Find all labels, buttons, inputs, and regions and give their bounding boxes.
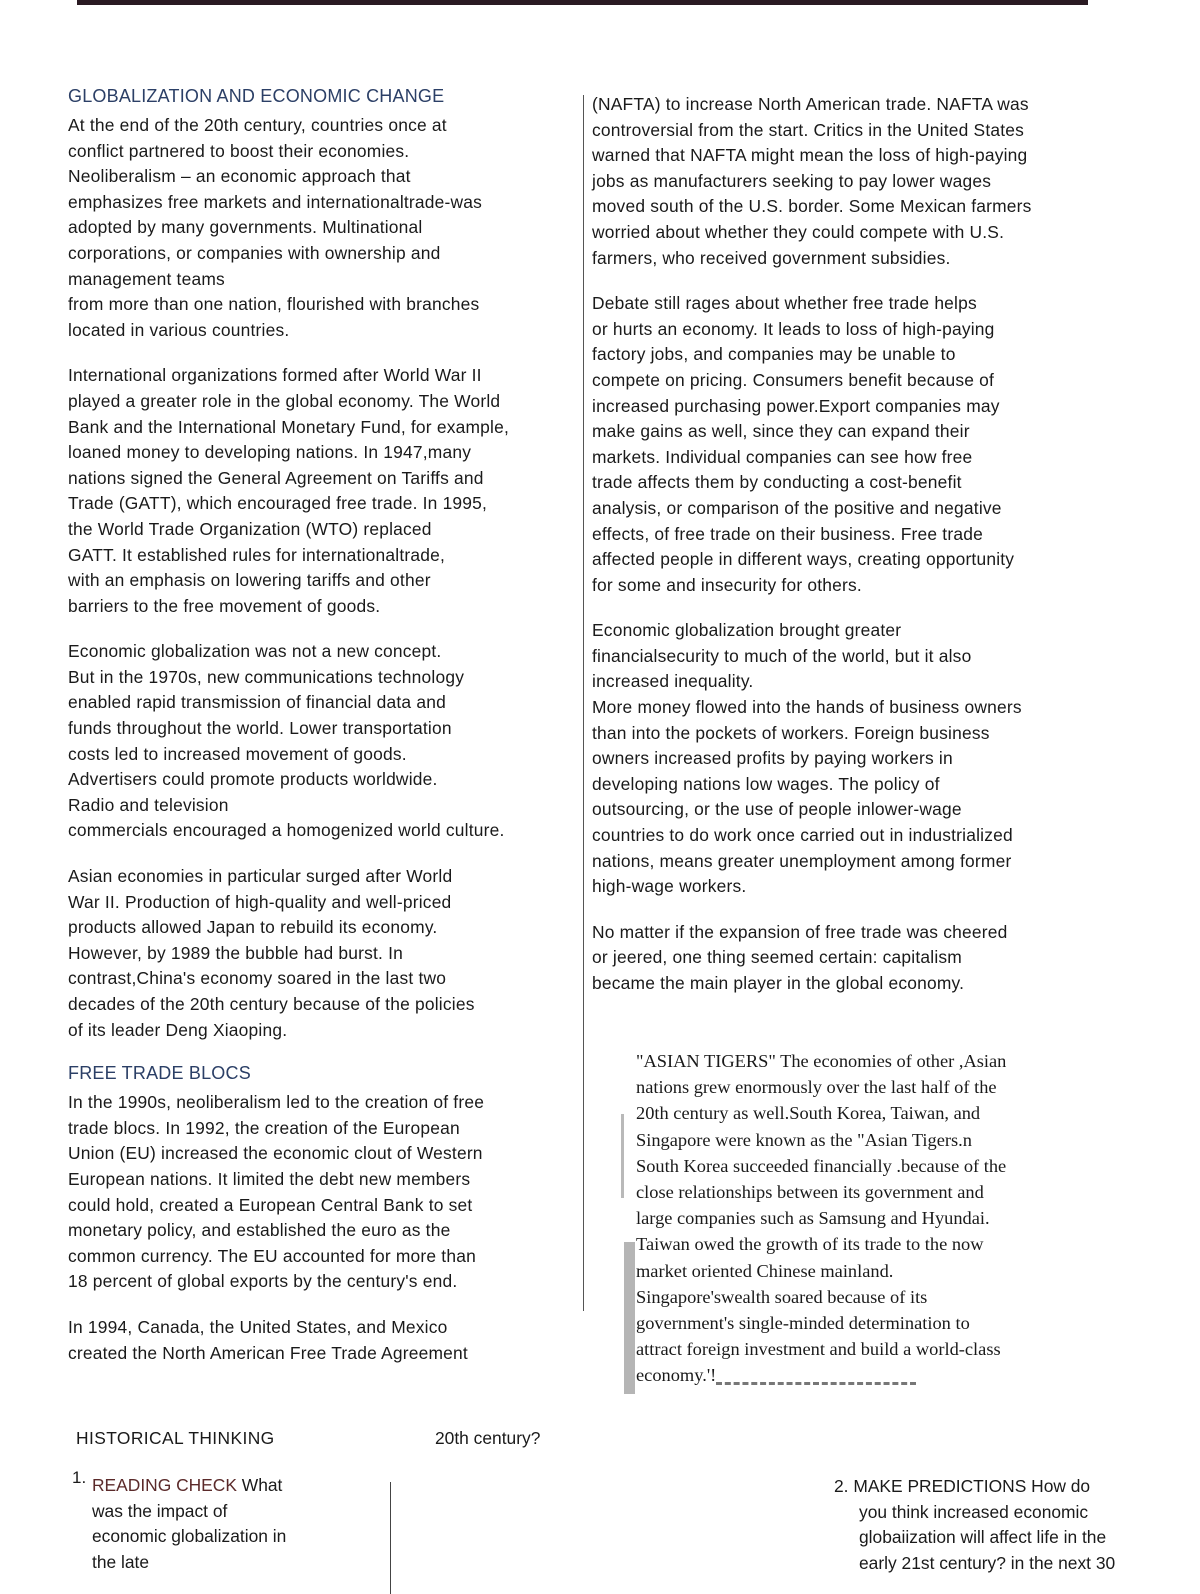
text-line: financialsecurity to much of the world, but it also: [592, 645, 972, 666]
text-line: from more than one nation, flourished with branches: [68, 294, 480, 315]
column-divider: [583, 95, 584, 1311]
paragraph: [592, 92, 1112, 271]
question-line: the late: [92, 1551, 150, 1572]
margin-bar: [621, 1114, 624, 1198]
text-line: commercials encouraged a homogenized world culture.: [68, 820, 505, 841]
text-line: factory jobs, and companies may be unable to: [592, 344, 956, 365]
text-line: 18 percent of global exports by the century's end.: [68, 1271, 458, 1292]
question-line: globaiization will affect life in the: [859, 1527, 1107, 1548]
text-line: Trade (GATT), which encouraged free trade. In 1995,: [68, 493, 488, 514]
text-line: management teams: [68, 268, 225, 289]
text-line: nations grew enormously over the last half of the: [636, 1077, 997, 1098]
text-line: GATT. It established rules for internationaltrade,: [68, 544, 445, 565]
dashed-rule: [716, 1382, 916, 1385]
question-line: you think increased economic: [859, 1501, 1089, 1522]
top-rule: [77, 0, 1088, 5]
text-line: effects, of free trade on their business. Free trade: [592, 523, 983, 544]
text-line: attract foreign investment and build a world-class: [636, 1339, 1001, 1360]
text-line: Union (EU) increased the economic clout of Western: [68, 1143, 483, 1164]
text-line: warned that NAFTA might mean the loss of high-paying: [592, 145, 1028, 166]
paragraph: [68, 1090, 573, 1295]
answer-divider: [390, 1482, 391, 1594]
text-line: Advertisers could promote products worldwide.: [68, 769, 438, 790]
text-line: became the main player in the global economy.: [592, 973, 965, 993]
text-line: products allowed Japan to rebuild its economy.: [68, 917, 438, 938]
text-line: developing nations low wages. The policy of: [592, 773, 940, 794]
right-column: [592, 92, 1112, 1017]
text-line: trade affects them by conducting a cost-benefit: [592, 472, 962, 493]
question-2: [834, 1474, 1115, 1576]
text-line: Radio and television: [68, 794, 229, 815]
text-line: high-wage workers.: [592, 876, 747, 897]
text-line: analysis, or comparison of the positive and negative: [592, 497, 1002, 518]
text-line: Taiwan owed the growth of its trade to the now: [636, 1234, 984, 1255]
text-line: with an emphasis on lowering tariffs and other: [68, 570, 431, 591]
text-line: large companies such as Samsung and Hyundai.: [636, 1208, 990, 1229]
text-line: or jeered, one thing seemed certain: capitalism: [592, 947, 962, 968]
text-line: Neoliberalism – an economic approach that: [68, 166, 411, 187]
text-line: or hurts an economy. It leads to loss of high-paying: [592, 318, 995, 339]
question-line: [92, 1473, 286, 1499]
text-line: Bank and the International Monetary Fund, for example,: [68, 416, 509, 437]
text-line: nations, means greater unemployment among former: [592, 850, 1012, 871]
text-line: government's single-minded determination to: [636, 1313, 970, 1334]
text-line: for some and insecurity for others.: [592, 574, 862, 595]
text-line: markets. Individual companies can see how free: [592, 446, 973, 467]
question-text: What: [236, 1475, 283, 1495]
text-line: Economic globalization was not a new concept.: [68, 641, 442, 662]
text-line: adopted by many governments. Multinational: [68, 217, 423, 238]
paragraph: [68, 1315, 573, 1366]
text-line: increased purchasing power.Export companies may: [592, 395, 1000, 416]
text-line: No matter if the expansion of free trade was cheered: [592, 921, 1008, 942]
historical-thinking-title: HISTORICAL THINKING: [76, 1428, 275, 1448]
text-line: corporations, or companies with ownership and: [68, 242, 441, 263]
paragraph: [68, 864, 573, 1043]
text-line: compete on pricing. Consumers benefit because of: [592, 369, 995, 390]
paragraph: [68, 113, 573, 343]
text-line: owners increased profits by paying workers in: [592, 748, 953, 769]
text-line: located in various countries.: [68, 319, 290, 340]
paragraph: [592, 920, 1112, 997]
text-line: jobs as manufacturers seeking to pay lower wages: [592, 170, 992, 191]
text-line: War II. Production of high-quality and well-priced: [68, 891, 452, 912]
section-heading-globalization: GLOBALIZATION AND ECONOMIC CHANGE: [68, 86, 445, 106]
paragraph: [68, 363, 573, 619]
text-line: Asian economies in particular surged after World: [68, 866, 453, 887]
question-line: 2. MAKE PREDICTIONS How do: [834, 1476, 1091, 1496]
text-line: International organizations formed after World War II: [68, 365, 482, 386]
text-line: farmers, who received government subsidies.: [592, 247, 951, 268]
text-line: (NAFTA) to increase North American trade. NAFTA was: [592, 94, 1029, 114]
text-line: At the end of the 20th century, countries once at: [68, 115, 447, 135]
text-line: decades of the 20th century because of the policies: [68, 994, 475, 1014]
text-line: "ASIAN TIGERS" The economies of other ,Asian: [636, 1051, 1007, 1071]
question-number: 1.: [72, 1468, 87, 1487]
question-line: was the impact of: [92, 1500, 228, 1521]
text-line: of its leader Deng Xiaoping.: [68, 1019, 288, 1040]
text-line: countries to do work once carried out in industrialized: [592, 825, 1013, 846]
text-line: enabled rapid transmission of financial data and: [68, 692, 446, 713]
text-line: costs led to increased movement of goods.: [68, 743, 407, 764]
text-line: More money flowed into the hands of business owners: [592, 697, 1022, 718]
text-line: outsourcing, or the use of people inlower-wage: [592, 799, 962, 820]
text-line: However, by 1989 the bubble had burst. In: [68, 942, 403, 963]
text-line: loaned money to developing nations. In 1947,many: [68, 442, 472, 463]
text-line: European nations. It limited the debt new members: [68, 1168, 471, 1189]
text-line: Singapore were known as the "Asian Tigers.n: [636, 1129, 972, 1150]
text-line: conflict partnered to boost their economies.: [68, 140, 410, 161]
text-line: make gains as well, since they can expand their: [592, 421, 970, 442]
text-line: 20th century as well.South Korea, Taiwan, and: [636, 1103, 981, 1124]
text-line: Economic globalization brought greater: [592, 620, 902, 641]
left-column: [68, 86, 573, 1386]
question-1: [92, 1473, 286, 1575]
text-line: economy.'!: [636, 1365, 717, 1386]
text-line: emphasizes free markets and internationaltrade-was: [68, 191, 483, 212]
text-line: nations signed the General Agreement on Tariffs and: [68, 467, 484, 488]
section-heading-free-trade-blocs: FREE TRADE BLOCS: [68, 1063, 251, 1084]
text-line: Singapore'swealth soared because of its: [636, 1286, 928, 1307]
text-line: But in the 1970s, new communications technology: [68, 666, 465, 687]
paragraph: [592, 291, 1112, 598]
question-line: economic globalization in: [92, 1526, 287, 1547]
text-line: monetary policy, and established the euro as the: [68, 1220, 451, 1241]
question-line: early 21st century? in the next 30: [859, 1552, 1116, 1573]
paragraph: [68, 639, 573, 844]
reading-check-label: READING CHECK: [92, 1475, 237, 1495]
text-line: barriers to the free movement of goods.: [68, 595, 381, 616]
text-line: than into the pockets of workers. Foreign business: [592, 722, 990, 743]
margin-bar: [624, 1242, 635, 1394]
text-line: In 1994, Canada, the United States, and Mexico: [68, 1316, 448, 1337]
text-line: increased inequality.: [592, 671, 754, 692]
text-line: created the North American Free Trade Agreement: [68, 1342, 468, 1363]
paragraph: [592, 618, 1112, 900]
text-line: funds throughout the world. Lower transportation: [68, 718, 452, 739]
text-line: common currency. The EU accounted for more than: [68, 1245, 476, 1266]
question-tail: 20th century?: [435, 1428, 541, 1448]
text-line: close relationships between its government and: [636, 1182, 984, 1203]
text-line: the World Trade Organization (WTO) replaced: [68, 518, 432, 539]
text-line: controversial from the start. Critics in the United States: [592, 119, 1025, 140]
text-line: market oriented Chinese mainland.: [636, 1260, 894, 1281]
text-line: could hold, created a European Central Bank to set: [68, 1194, 473, 1215]
asian-tigers-sidebar: [636, 1048, 1096, 1389]
text-line: played a greater role in the global economy. The World: [68, 390, 501, 411]
text-line: In the 1990s, neoliberalism led to the creation of free: [68, 1092, 485, 1113]
text-line: moved south of the U.S. border. Some Mexican farmers: [592, 196, 1032, 217]
text-line: affected people in different ways, creating opportunity: [592, 549, 1015, 570]
text-line: contrast,China's economy soared in the last two: [68, 968, 447, 989]
text-line: trade blocs. In 1992, the creation of the European: [68, 1117, 460, 1138]
text-line: Debate still rages about whether free trade helps: [592, 293, 977, 314]
text-line: South Korea succeeded financially .because of the: [636, 1155, 1007, 1176]
text-line: worried about whether they could compete with U.S.: [592, 221, 1005, 242]
